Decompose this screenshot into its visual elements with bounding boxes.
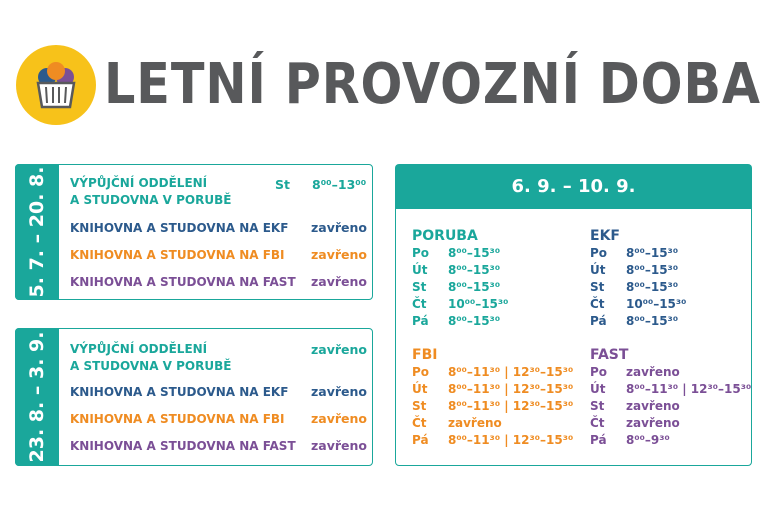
opening-hours: 8⁰⁰–11³⁰ | 12³⁰–15³⁰ bbox=[448, 399, 574, 413]
period-2-dates: 23. 8. – 3. 9. bbox=[26, 331, 48, 463]
opening-hours: 8⁰⁰–15³⁰ bbox=[626, 263, 679, 277]
poruba-row bbox=[412, 262, 500, 278]
poruba-row bbox=[412, 279, 500, 295]
opening-hours: 8⁰⁰–11³⁰ | 12³⁰–15³⁰ bbox=[448, 365, 574, 379]
poruba-row bbox=[412, 296, 508, 312]
opening-hours: zavřeno bbox=[626, 399, 680, 413]
day-label: Čt bbox=[412, 297, 427, 311]
period-2-date-band bbox=[15, 328, 59, 466]
fbi-row bbox=[412, 381, 573, 397]
fast-row bbox=[590, 432, 670, 448]
page-title: LETNÍ PROVOZNÍ DOBA bbox=[104, 52, 761, 117]
period-1-fast-label: KNIHOVNA A STUDOVNA NA FAST bbox=[70, 275, 296, 289]
period-3-dates: 6. 9. – 10. 9. bbox=[395, 164, 752, 209]
period-2-loan-value: zavřeno bbox=[311, 342, 367, 357]
day-label: Pá bbox=[412, 314, 429, 328]
period-2-fbi-value: zavřeno bbox=[311, 411, 367, 426]
day-label: Pá bbox=[412, 433, 429, 447]
period-1-loan-label bbox=[70, 175, 231, 209]
opening-hours: zavřeno bbox=[626, 416, 680, 430]
ekf-title: EKF bbox=[590, 228, 620, 244]
opening-hours: 8⁰⁰–11³⁰ | 12³⁰–15³⁰ bbox=[626, 382, 752, 396]
period-1-date-band bbox=[15, 164, 59, 300]
opening-hours: 8⁰⁰–11³⁰ | 12³⁰–15³⁰ bbox=[448, 433, 574, 447]
label-line-1: VÝPŮJČNÍ ODDĚLENÍ bbox=[70, 176, 208, 190]
day-label: St bbox=[412, 280, 427, 294]
opening-hours: 8⁰⁰–15³⁰ bbox=[626, 314, 679, 328]
day-label: Po bbox=[412, 365, 430, 379]
period-2-ekf-value: zavřeno bbox=[311, 384, 367, 399]
day-label: Po bbox=[590, 365, 608, 379]
day-label: Út bbox=[590, 382, 606, 396]
opening-hours: 8⁰⁰–15³⁰ bbox=[448, 314, 501, 328]
day-label: Čt bbox=[412, 416, 427, 430]
fbi-row bbox=[412, 398, 573, 414]
opening-hours: 8⁰⁰–15³⁰ bbox=[448, 246, 501, 260]
ekf-row bbox=[590, 296, 686, 312]
period-1-ekf-value: zavřeno bbox=[311, 220, 367, 235]
fbi-row bbox=[412, 415, 502, 431]
label-line-1: VÝPŮJČNÍ ODDĚLENÍ bbox=[70, 342, 208, 356]
opening-hours: 8⁰⁰–15³⁰ bbox=[448, 263, 501, 277]
period-1-fast-value: zavřeno bbox=[311, 274, 367, 289]
poruba-title: PORUBA bbox=[412, 228, 478, 244]
period-2-fbi-label: KNIHOVNA A STUDOVNA NA FBI bbox=[70, 412, 285, 426]
day-label: St bbox=[590, 280, 605, 294]
ekf-row bbox=[590, 262, 678, 278]
label-line-2: A STUDOVNA V PORUBĚ bbox=[70, 359, 232, 373]
day-label: Po bbox=[590, 246, 608, 260]
day-label: St bbox=[412, 399, 427, 413]
fbi-row bbox=[412, 432, 573, 448]
period-1-fbi-label: KNIHOVNA A STUDOVNA NA FBI bbox=[70, 248, 285, 262]
opening-hours: zavřeno bbox=[626, 365, 680, 379]
period-1-dates: 5. 7. – 20. 8. bbox=[26, 166, 48, 298]
fast-row bbox=[590, 381, 751, 397]
ekf-row bbox=[590, 279, 678, 295]
period-2-fast-label: KNIHOVNA A STUDOVNA NA FAST bbox=[70, 439, 296, 453]
period-1-loan-day: St bbox=[275, 177, 290, 192]
ekf-row bbox=[590, 245, 678, 261]
fast-row bbox=[590, 364, 680, 380]
opening-hours: 8⁰⁰–11³⁰ | 12³⁰–15³⁰ bbox=[448, 382, 574, 396]
fbi-title: FBI bbox=[412, 347, 438, 363]
period-1-loan-value: 8⁰⁰–13⁰⁰ bbox=[312, 177, 367, 192]
ice-cream-logo-icon bbox=[16, 45, 96, 125]
opening-hours: 8⁰⁰–15³⁰ bbox=[626, 280, 679, 294]
period-1-ekf-label: KNIHOVNA A STUDOVNA NA EKF bbox=[70, 221, 289, 235]
day-label: St bbox=[590, 399, 605, 413]
label-line-2: A STUDOVNA V PORUBĚ bbox=[70, 193, 232, 207]
period-2-fast-value: zavřeno bbox=[311, 438, 367, 453]
ice-cream-icon bbox=[16, 45, 96, 125]
day-label: Čt bbox=[590, 297, 605, 311]
opening-hours: 10⁰⁰–15³⁰ bbox=[448, 297, 509, 311]
fbi-row bbox=[412, 364, 573, 380]
day-label: Út bbox=[412, 382, 428, 396]
day-label: Pá bbox=[590, 433, 607, 447]
fast-row bbox=[590, 415, 680, 431]
poruba-row bbox=[412, 245, 500, 261]
period-1-fbi-value: zavřeno bbox=[311, 247, 367, 262]
day-label: Po bbox=[412, 246, 430, 260]
opening-hours: 10⁰⁰–15³⁰ bbox=[626, 297, 687, 311]
opening-hours: 8⁰⁰–15³⁰ bbox=[626, 246, 679, 260]
day-label: Út bbox=[412, 263, 428, 277]
ekf-row bbox=[590, 313, 678, 329]
period-2-loan-label bbox=[70, 341, 231, 375]
opening-hours: 8⁰⁰–15³⁰ bbox=[448, 280, 501, 294]
fast-title: FAST bbox=[590, 347, 629, 363]
period-2-ekf-label: KNIHOVNA A STUDOVNA NA EKF bbox=[70, 385, 289, 399]
day-label: Pá bbox=[590, 314, 607, 328]
fast-row bbox=[590, 398, 680, 414]
day-label: Čt bbox=[590, 416, 605, 430]
opening-hours: 8⁰⁰–9³⁰ bbox=[626, 433, 670, 447]
opening-hours: zavřeno bbox=[448, 416, 502, 430]
day-label: Út bbox=[590, 263, 606, 277]
poruba-row bbox=[412, 313, 500, 329]
